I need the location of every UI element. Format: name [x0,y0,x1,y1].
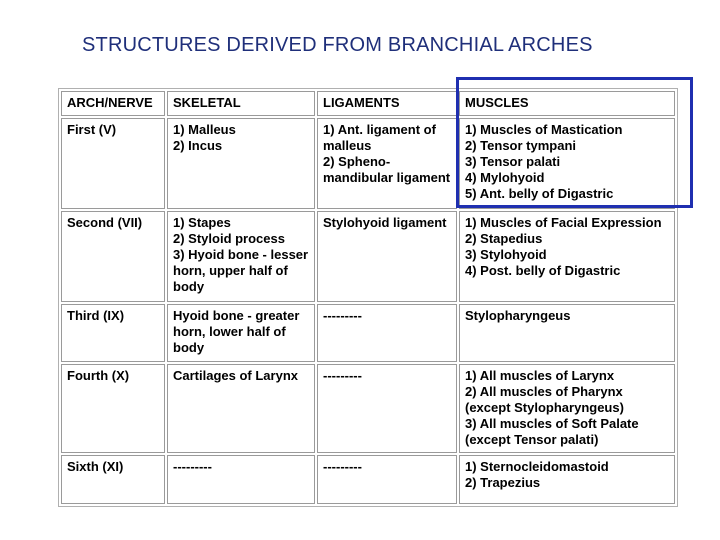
header-skeletal: SKELETAL [167,91,315,116]
cell-muscles: Stylopharyngeus [459,304,675,362]
cell-arch: Second (VII) [61,211,165,302]
table-row [61,304,675,362]
cell-skeletal: 1) Malleus 2) Incus [167,118,315,209]
cell-muscles: 1) Sternocleidomastoid 2) Trapezius [459,455,675,504]
table-row [61,364,675,453]
table-header-row [61,91,675,116]
branchial-arches-table [58,88,678,507]
cell-ligaments: --------- [317,304,457,362]
cell-ligaments: Stylohyoid ligament [317,211,457,302]
cell-ligaments: 1) Ant. ligament of malleus 2) Spheno-mandibular ligament [317,118,457,209]
cell-arch: Fourth (X) [61,364,165,453]
cell-ligaments: --------- [317,455,457,504]
cell-muscles: 1) All muscles of Larynx 2) All muscles of Pharynx (except Stylopharyngeus) 3) All muscles of Soft Palate (except Tensor palati) [459,364,675,453]
cell-skeletal: 1) Stapes 2) Styloid process 3) Hyoid bone - lesser horn, upper half of body [167,211,315,302]
cell-skeletal: --------- [167,455,315,504]
cell-ligaments: --------- [317,364,457,453]
cell-skeletal: Hyoid bone - greater horn, lower half of body [167,304,315,362]
cell-muscles: 1) Muscles of Mastication 2) Tensor tympani 3) Tensor palati 4) Mylohyoid 5) Ant. belly of Digastric [459,118,675,209]
header-ligaments: LIGAMENTS [317,91,457,116]
cell-arch: Third (IX) [61,304,165,362]
cell-skeletal: Cartilages of Larynx [167,364,315,453]
cell-arch: First (V) [61,118,165,209]
table-row [61,211,675,302]
header-arch-nerve: ARCH/NERVE [61,91,165,116]
header-muscles: MUSCLES [459,91,675,116]
table-row [61,455,675,504]
cell-muscles: 1) Muscles of Facial Expression 2) Stapedius 3) Stylohyoid 4) Post. belly of Digastric [459,211,675,302]
page-title: STRUCTURES DERIVED FROM BRANCHIAL ARCHES [82,34,593,56]
cell-arch: Sixth (XI) [61,455,165,504]
table-row [61,118,675,209]
